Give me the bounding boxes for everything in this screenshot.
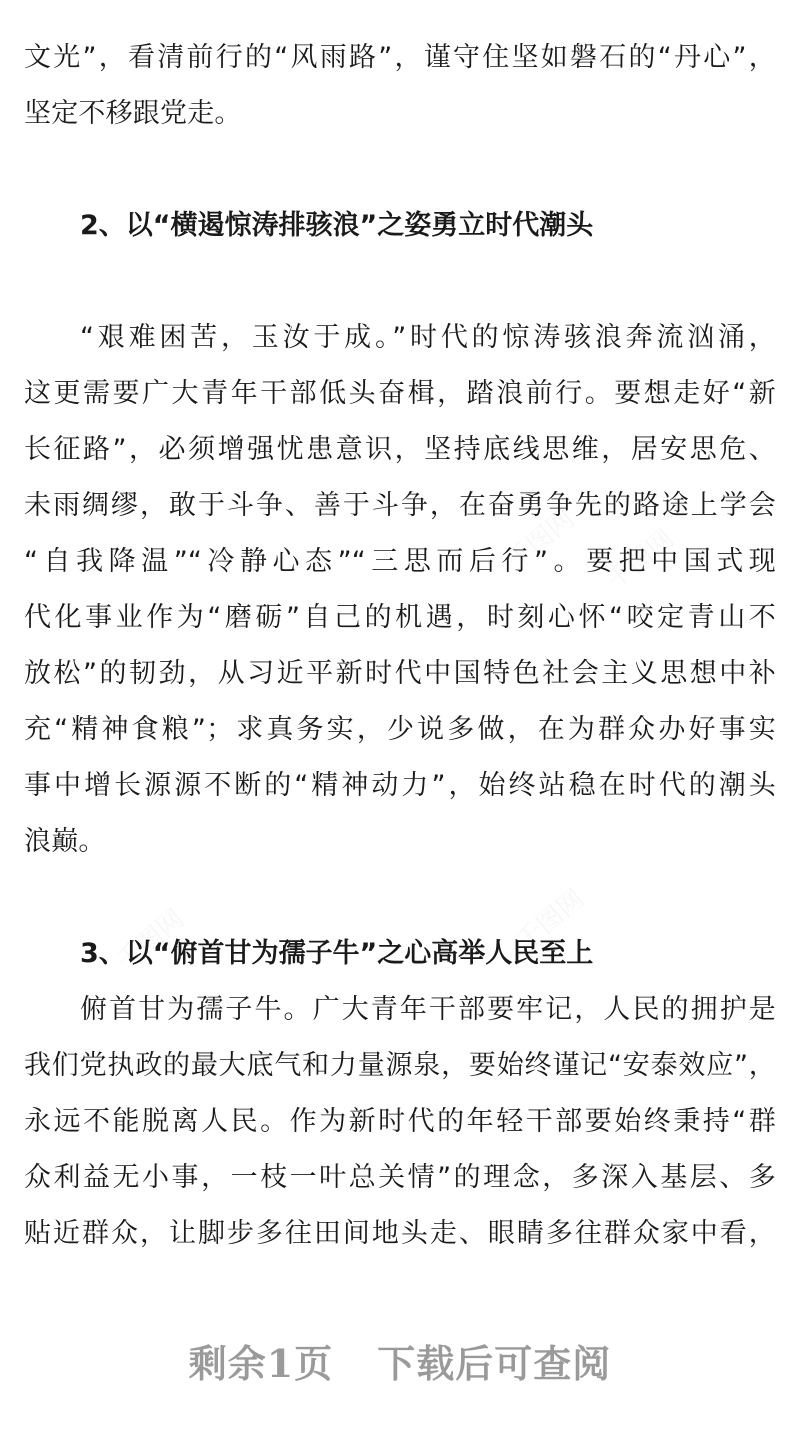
body-text-line: 事中增长源源不断的“精神动力”，始终站稳在时代的潮头 (24, 770, 776, 801)
body-text-line: 永远不能脱离人民。作为新时代的年轻干部要始终秉持“群 (24, 1106, 776, 1137)
body-text-line: 贴近群众，让脚步多往田间地头走、眼睛多往群众家中看， (24, 1218, 776, 1249)
body-text-line: 众利益无小事，一枝一叶总关情”的理念，多深入基层、多 (24, 1162, 776, 1193)
body-text-line: 未雨绸缪，敢于斗争、善于斗争，在奋勇争先的路途上学会 (24, 490, 776, 521)
section-heading-2: 2、以“横遏惊涛排骇浪”之姿勇立时代潮头 (80, 210, 594, 241)
body-text-line: 充“精神食粮”；求真务实，少说多做，在为群众办好事实 (24, 714, 776, 745)
body-text-line: 放松”的韧劲，从习近平新时代中国特色社会主义思想中补 (24, 658, 776, 689)
body-text-line: 文光”，看清前行的“风雨路”，谨守住坚如磐石的“丹心”， (24, 42, 776, 73)
body-text-line: 坚定不移跟党走。 (24, 98, 242, 129)
body-text-line: 长征路”，必须增强忧患意识，坚持底线思维，居安思危、 (24, 434, 776, 465)
remaining-pages-label: 剩余1页 (188, 1341, 334, 1386)
section-heading-3: 3、以“俯首甘为孺子牛”之心高举人民至上 (80, 938, 594, 969)
body-text-line: 我们党执政的最大底气和力量源泉，要始终谨记“安泰效应”， (24, 1050, 776, 1081)
body-text-line: 代化事业作为“磨砺”自己的机遇，时刻心怀“咬定青山不 (24, 602, 776, 633)
download-to-view-label: 下载后可查阅 (377, 1341, 612, 1386)
body-text-line: 俯首甘为孺子牛。广大青年干部要牢记，人民的拥护是 (80, 994, 776, 1025)
body-text-line: 这更需要广大青年干部低头奋楫，踏浪前行。要想走好“新 (24, 378, 776, 409)
body-text-line: 浪巅。 (24, 826, 106, 857)
body-text-line: “自我降温”“冷静心态”“三思而后行”。要把中国式现 (24, 546, 776, 577)
download-prompt[interactable] (0, 1332, 800, 1396)
body-text-line: “艰难困苦，玉汝于成。”时代的惊涛骇浪奔流汹涌， (80, 322, 776, 353)
